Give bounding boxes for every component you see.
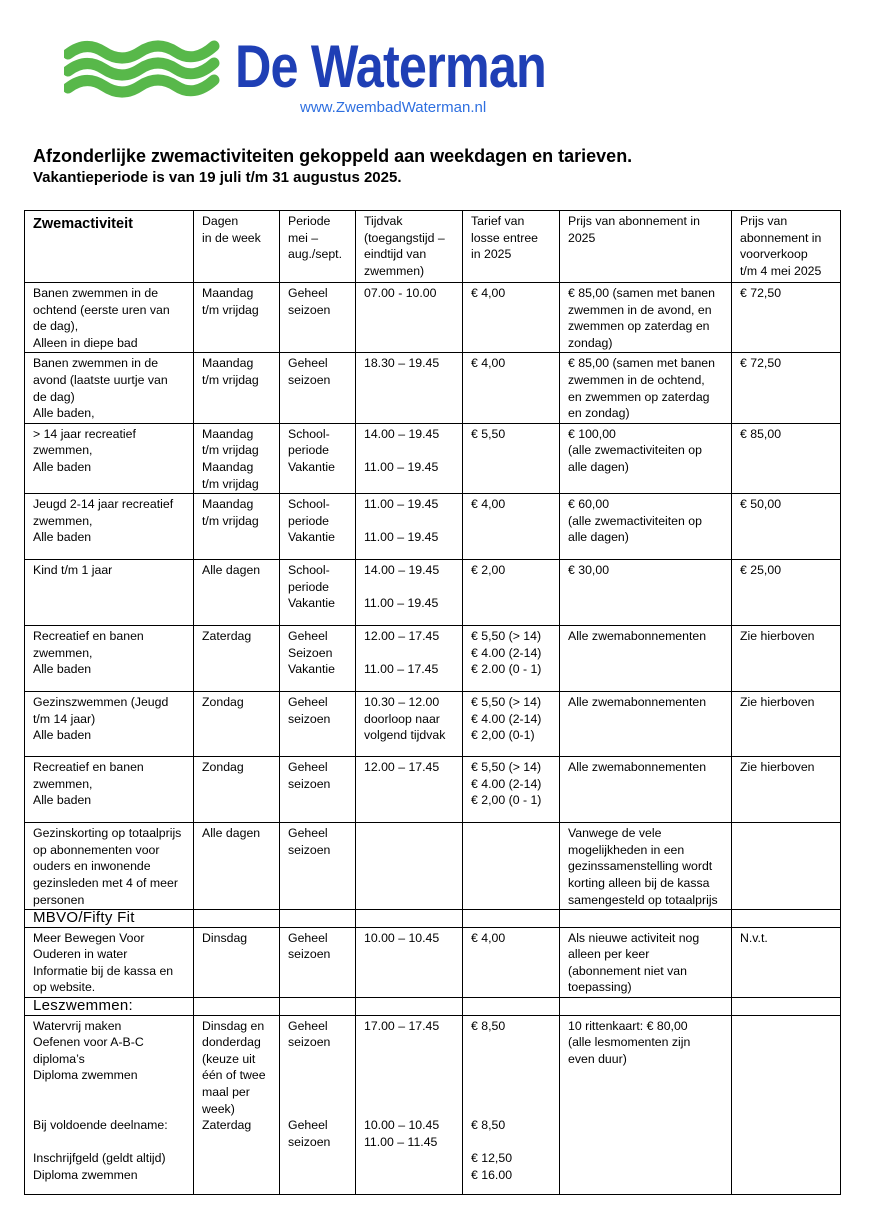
table-cell: 12.00 – 17.45 11.00 – 17.45 [356, 626, 463, 692]
table-row [25, 353, 841, 423]
table-cell: € 85,00 (samen met banen zwemmen in de avond, en zwemmen op zaterdag en zondag) [560, 283, 732, 353]
table-cell: Alle zwemabonnementen [560, 692, 732, 757]
table-cell: € 60,00 (alle zwemactiviteiten op alle dagen) [560, 494, 732, 560]
table-cell: > 14 jaar recreatief zwemmen, Alle baden [25, 423, 194, 493]
table-cell: € 85,00 [732, 423, 841, 493]
table-cell: € 4,00 [463, 353, 560, 423]
table-cell: € 85,00 (samen met banen zwemmen in de ochtend, en zwemmen op zaterdag en zondag) [560, 353, 732, 423]
table-cell: € 4,00 [463, 927, 560, 997]
table-cell: € 72,50 [732, 353, 841, 423]
table-cell: Watervrij maken Oefenen voor A-B-C diploma’s Diploma zwemmen Bij voldoende deelname: Inschrijfgeld (geldt altijd) Diploma zwemmen [25, 1015, 194, 1194]
table-cell: € 5,50 (> 14) € 4.00 (2-14) € 2,00 (0 - 1) [463, 757, 560, 823]
page-title: Afzonderlijke zwemactiviteiten gekoppeld aan weekdagen en tarieven. [33, 146, 633, 166]
table-cell [194, 910, 280, 928]
table-cell: Geheel seizoen [280, 283, 356, 353]
table-cell: € 5,50 [463, 423, 560, 493]
table-cell: Alle zwemabonnementen [560, 757, 732, 823]
table-cell: 14.00 – 19.45 11.00 – 19.45 [356, 423, 463, 493]
table-cell: Dinsdag en donderdag (keuze uit één of twee maal per week) Zaterdag [194, 1015, 280, 1194]
table-cell: Geheel seizoen [280, 692, 356, 757]
table-row [25, 1015, 841, 1194]
table-cell: Leszwemmen: [25, 998, 194, 1016]
header-cell: Tarief van losse entree in 2025 [463, 211, 560, 283]
header-cell: Prijs van abonnement in voorverkoop t/m 4 mei 2025 [732, 211, 841, 283]
table-cell: Recreatief en banen zwemmen, Alle baden [25, 757, 194, 823]
table-cell [194, 998, 280, 1016]
table-cell: € 25,00 [732, 560, 841, 626]
table-cell: Meer Bewegen Voor Ouderen in water Informatie bij de kassa en op website. [25, 927, 194, 997]
table-row [25, 283, 841, 353]
table-cell: Geheel seizoen [280, 927, 356, 997]
table-cell: N.v.t. [732, 927, 841, 997]
table-cell: 12.00 – 17.45 [356, 757, 463, 823]
table-cell [732, 823, 841, 910]
table-cell: 10.30 – 12.00 doorloop naar volgend tijdvak [356, 692, 463, 757]
table-cell: Alle zwemabonnementen [560, 626, 732, 692]
page-subtitle: Vakantieperiode is van 19 juli t/m 31 augustus 2025. [33, 169, 402, 186]
table-cell: Gezinszwemmen (Jeugd t/m 14 jaar) Alle baden [25, 692, 194, 757]
table-cell: 14.00 – 19.45 11.00 – 19.45 [356, 560, 463, 626]
table-cell: School- periode Vakantie [280, 423, 356, 493]
table-cell: € 8,50 € 8,50 € 12,50 € 16.00 [463, 1015, 560, 1194]
table-header-row [25, 211, 841, 283]
table-cell [732, 998, 841, 1016]
table-cell: 10 rittenkaart: € 80,00 (alle lesmomenten zijn even duur) [560, 1015, 732, 1194]
table-row [25, 626, 841, 692]
header-cell: Prijs van abonnement in 2025 [560, 211, 732, 283]
table-cell: Geheel seizoen [280, 353, 356, 423]
website-link[interactable]: www.ZwembadWaterman.nl [300, 99, 487, 116]
table-cell [280, 910, 356, 928]
table-row [25, 823, 841, 910]
table-row [25, 927, 841, 997]
table-cell: Geheel seizoen [280, 823, 356, 910]
table-cell: Maandag t/m vrijdag [194, 353, 280, 423]
table-cell: € 72,50 [732, 283, 841, 353]
wave-icon [64, 38, 229, 100]
table-cell: 10.00 – 10.45 [356, 927, 463, 997]
table-cell: Banen zwemmen in de ochtend (eerste uren van de dag), Alleen in diepe bad [25, 283, 194, 353]
table-cell: € 2,00 [463, 560, 560, 626]
table-cell: Zaterdag [194, 626, 280, 692]
table-cell [356, 823, 463, 910]
header-cell: Dagen in de week [194, 211, 280, 283]
table-cell: € 100,00 (alle zwemactiviteiten op alle dagen) [560, 423, 732, 493]
table-cell: € 5,50 (> 14) € 4.00 (2-14) € 2,00 (0-1) [463, 692, 560, 757]
table-row [25, 494, 841, 560]
table-body [25, 283, 841, 1195]
section-row [25, 910, 841, 928]
table-row [25, 692, 841, 757]
table-cell: Dinsdag [194, 927, 280, 997]
table-cell: € 5,50 (> 14) € 4.00 (2-14) € 2.00 (0 - 1) [463, 626, 560, 692]
table-cell: Zondag [194, 757, 280, 823]
header-cell: Tijdvak (toegangstijd – eindtijd van zwemmen) [356, 211, 463, 283]
table-cell: Jeugd 2-14 jaar recreatief zwemmen, Alle baden [25, 494, 194, 560]
table-cell: 11.00 – 19.45 11.00 – 19.45 [356, 494, 463, 560]
table-cell: € 4,00 [463, 494, 560, 560]
table-cell [560, 998, 732, 1016]
table-cell [356, 998, 463, 1016]
table-cell: € 4,00 [463, 283, 560, 353]
table-cell: 07.00 - 10.00 [356, 283, 463, 353]
table-cell [280, 998, 356, 1016]
table-cell: € 30,00 [560, 560, 732, 626]
table-cell: School- periode Vakantie [280, 560, 356, 626]
header-cell: Zwemactiviteit [25, 211, 194, 283]
table-cell: Geheel Seizoen Vakantie [280, 626, 356, 692]
table-cell: Maandag t/m vrijdag Maandag t/m vrijdag [194, 423, 280, 493]
table-cell: Zie hierboven [732, 692, 841, 757]
table-cell: Kind t/m 1 jaar [25, 560, 194, 626]
table-cell: Alle dagen [194, 823, 280, 910]
table-cell [732, 1015, 841, 1194]
table-cell: Als nieuwe activiteit nog alleen per keer (abonnement niet van toepassing) [560, 927, 732, 997]
table-cell [463, 823, 560, 910]
table-cell: Zondag [194, 692, 280, 757]
table-cell [560, 910, 732, 928]
table-cell: Geheel seizoen [280, 757, 356, 823]
table-cell [463, 998, 560, 1016]
table-cell: Zie hierboven [732, 757, 841, 823]
table-row [25, 560, 841, 626]
table-cell: Banen zwemmen in de avond (laatste uurtje van de dag) Alle baden, [25, 353, 194, 423]
table-cell [732, 910, 841, 928]
table-cell: MBVO/Fifty Fit [25, 910, 194, 928]
section-row [25, 998, 841, 1016]
table-row [25, 423, 841, 493]
table-cell: Maandag t/m vrijdag [194, 283, 280, 353]
table-cell [463, 910, 560, 928]
table-cell: Recreatief en banen zwemmen, Alle baden [25, 626, 194, 692]
table-row [25, 757, 841, 823]
table-cell: Gezinskorting op totaalprijs op abonnementen voor ouders en inwonende gezinsleden met 4 of meer personen [25, 823, 194, 910]
table-cell: Maandag t/m vrijdag [194, 494, 280, 560]
table-cell: School- periode Vakantie [280, 494, 356, 560]
table-cell: Vanwege de vele mogelijkheden in een gezinssamenstelling wordt korting alleen bij de kassa samengesteld op totaalprijs [560, 823, 732, 910]
activities-table [24, 210, 841, 1195]
table-cell: 17.00 – 17.45 10.00 – 10.45 11.00 – 11.45 [356, 1015, 463, 1194]
table-cell: Alle dagen [194, 560, 280, 626]
table-cell: Geheel seizoen Geheel seizoen [280, 1015, 356, 1194]
table-cell: 18.30 – 19.45 [356, 353, 463, 423]
header-cell: Periode mei – aug./sept. [280, 211, 356, 283]
table-cell: € 50,00 [732, 494, 841, 560]
logo [64, 33, 574, 126]
table-cell [356, 910, 463, 928]
table-cell: Zie hierboven [732, 626, 841, 692]
brand-name: De Waterman [235, 33, 546, 100]
